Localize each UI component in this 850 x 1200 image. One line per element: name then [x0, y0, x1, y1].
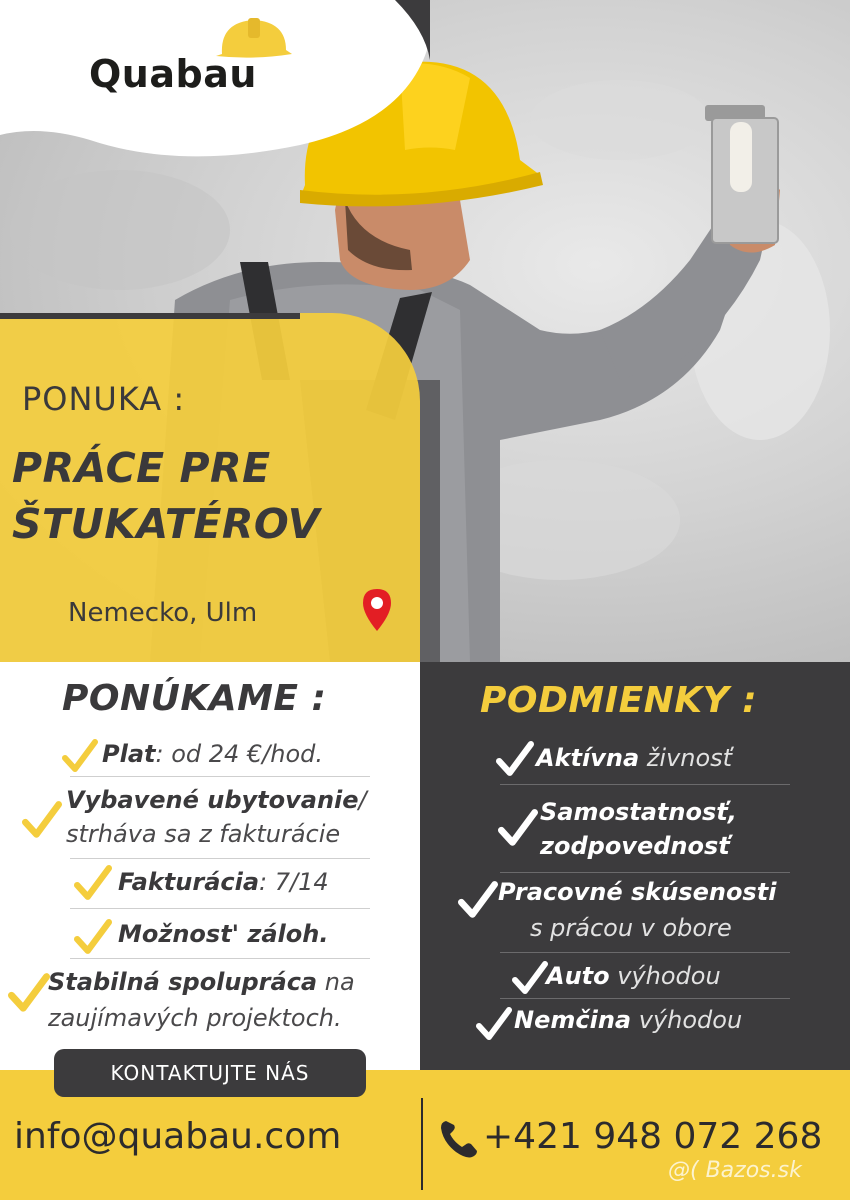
email-link[interactable]: info@quabau.com	[14, 1116, 342, 1157]
benefit-item-continued: zaujímavých projektoch.	[48, 1004, 342, 1032]
offer-headline	[12, 440, 320, 552]
offer-intro: PONUKA :	[22, 380, 186, 418]
location-text: Nemecko, Ulm	[68, 598, 258, 628]
benefit-item-continued: strháva sa z fakturácie	[66, 820, 341, 848]
requirement-item: Auto výhodou	[546, 962, 721, 990]
checkmark-icon	[74, 864, 112, 902]
headline-line-2: ŠTUKATÉROV	[12, 500, 321, 548]
requirement-item-continued: zodpovednosť	[540, 832, 730, 860]
checkmark-icon	[476, 1006, 512, 1042]
divider	[70, 776, 370, 777]
checkmark-icon	[8, 972, 50, 1014]
checkmark-icon	[22, 800, 62, 840]
benefit-item: Fakturácia: 7/14	[118, 868, 329, 896]
requirement-item: Nemčina výhodou	[514, 1006, 743, 1034]
benefit-item: Plat: od 24 €/hod.	[102, 740, 324, 768]
checkmark-icon	[512, 960, 548, 996]
divider	[500, 872, 790, 873]
benefit-item: Vybavené ubytovanie/	[66, 786, 367, 814]
phone-icon	[438, 1118, 480, 1160]
brand-logo: Quabau	[89, 52, 257, 96]
requirements-title: PODMIENKY :	[480, 680, 758, 721]
divider	[500, 998, 790, 999]
phone-number[interactable]: +421 948 072 268	[483, 1116, 823, 1157]
requirement-item: Pracovné skúsenosti	[498, 878, 777, 906]
checkmark-icon	[74, 918, 112, 956]
benefit-item: Možnost' záloh.	[118, 920, 329, 948]
benefit-item: Stabilná spolupráca na	[48, 968, 355, 996]
checkmark-icon	[496, 740, 534, 778]
divider	[500, 952, 790, 953]
divider	[70, 858, 370, 859]
requirement-item: Samostatnosť,	[540, 798, 737, 826]
checkmark-icon	[458, 880, 498, 920]
location-pin-icon	[362, 588, 392, 632]
requirement-item-continued: s prácou v obore	[530, 914, 732, 942]
divider	[500, 784, 790, 785]
offer-panel-stripe	[0, 313, 300, 319]
headline-line-1: PRÁCE PRE	[12, 444, 271, 492]
bazos-watermark: @( Bazos.sk	[668, 1158, 802, 1183]
footer-divider	[421, 1098, 423, 1190]
checkmark-icon	[498, 808, 538, 848]
requirement-item: Aktívna živnosť	[536, 744, 733, 772]
divider	[70, 908, 370, 909]
contact-us-button[interactable]: KONTAKTUJTE NÁS	[54, 1049, 366, 1097]
benefits-title: PONÚKAME :	[62, 678, 327, 719]
divider	[70, 958, 370, 959]
checkmark-icon	[62, 738, 98, 774]
